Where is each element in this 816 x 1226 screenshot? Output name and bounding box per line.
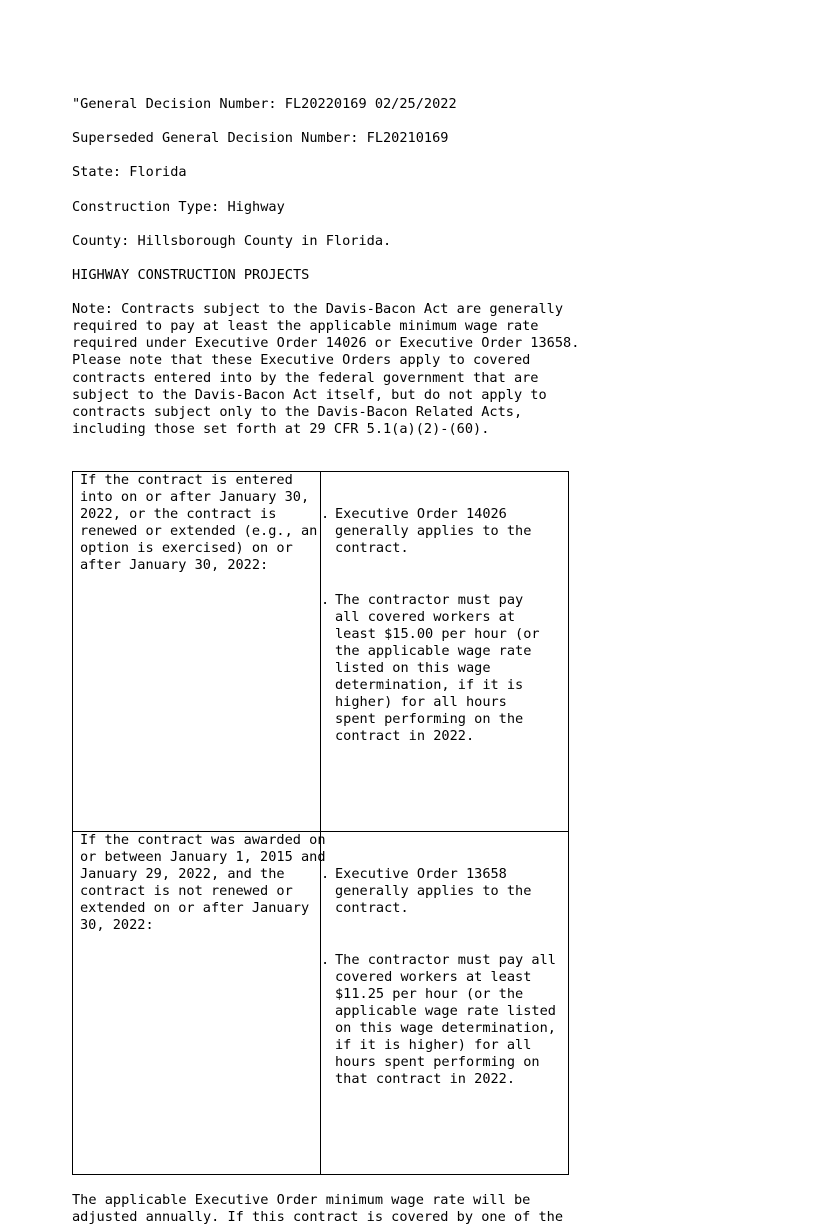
construction-type: Construction Type: Highway (72, 198, 285, 215)
document-body (72, 96, 579, 1226)
requirement-text: Executive Order 13658 generally applies to the contract. (335, 866, 532, 917)
note-line: required to pay at least the applicable minimum wage rate (72, 318, 539, 335)
superseded-decision: Superseded General Decision Number: FL20210169 (72, 130, 449, 147)
bullet-dot: . (321, 506, 330, 523)
note-line: Note: Contracts subject to the Davis-Bacon Act are generally (72, 301, 564, 318)
decision-number: "General Decision Number: FL20220169 02/25/2022 (72, 96, 457, 112)
requirement-text: The contractor must pay all covered workers at least $15.00 per hour (or the applicable wage rate listed on this wage determination, if it is higher) for all hours spent performing on the contract in 2022. (335, 591, 540, 745)
footer-line: The applicable Executive Order minimum wage rate will be (72, 1191, 531, 1208)
footer-line: adjusted annually. If this contract is covered by one of the (72, 1208, 564, 1225)
projects-heading: HIGHWAY CONSTRUCTION PROJECTS (72, 266, 310, 283)
state-line: State: Florida (72, 164, 187, 181)
note-line: including those set forth at 29 CFR 5.1(a)(2)-(60). (72, 420, 490, 437)
note-line: required under Executive Order 14026 or Executive Order 13658. (72, 335, 580, 352)
requirement-text: The contractor must pay all covered workers at least $11.25 per hour (or the applicable wage rate listed on this wage determination, if it is higher) for all hours spent performing on that contract in 2022. (335, 951, 556, 1088)
requirement-text: Executive Order 14026 generally applies to the contract. (335, 506, 532, 557)
executive-order-table (72, 471, 569, 1175)
note-line: contracts entered into by the federal government that are (72, 369, 539, 386)
table-row (72, 472, 569, 832)
bullet-dot: . (321, 866, 330, 883)
bullet-dot: . (321, 951, 330, 968)
bullet-dot: . (321, 591, 330, 608)
note-line: subject to the Davis-Bacon Act itself, but do not apply to (72, 386, 547, 403)
county-line: County: Hillsborough County in Florida. (72, 232, 392, 249)
condition-cell: If the contract is entered into on or after January 30, 2022, or the contract is renewed or extended (e.g., an option is exercised) on or after January 30, 2022: (72, 472, 321, 831)
note-line: Please note that these Executive Orders apply to covered (72, 352, 531, 369)
condition-cell: If the contract was awarded on or between January 1, 2015 and January 29, 2022, and the contract is not renewed or extended on or after January 30, 2022: (72, 832, 321, 1174)
requirement-cell (321, 472, 569, 831)
note-paragraph (72, 301, 579, 438)
note-line: contracts subject only to the Davis-Bacon Related Acts, (72, 403, 523, 420)
table-row (72, 832, 569, 1175)
requirement-cell (321, 832, 569, 1174)
